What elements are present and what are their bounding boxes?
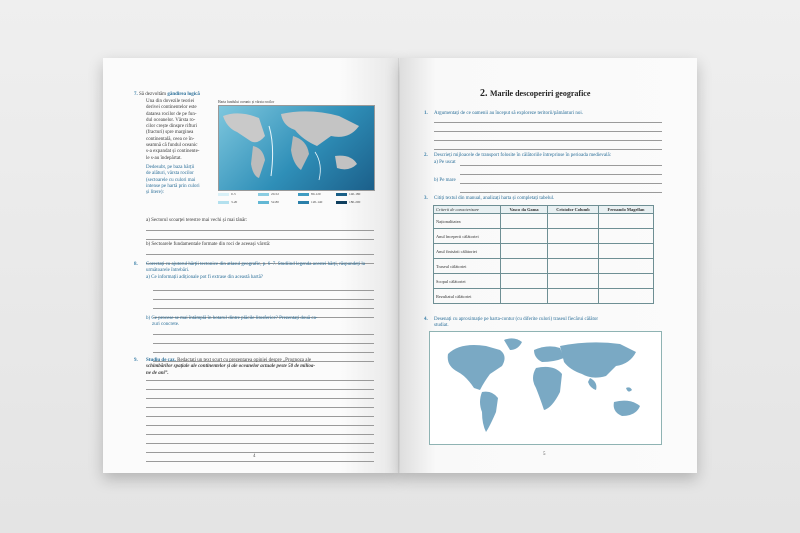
answer-lines[interactable] (460, 175, 662, 193)
page-title: 2. Marile descoperiri geografice (480, 88, 591, 99)
q7-heading-bold: gândirea logică (167, 92, 200, 97)
table-row: Traseul călătoriei (434, 259, 654, 274)
legend-swatch (298, 201, 309, 204)
question-number: 9. (134, 358, 138, 363)
table-header-row (434, 206, 654, 214)
legend-swatch (336, 193, 347, 196)
answer-lines[interactable] (146, 372, 374, 462)
question-number: 3. (424, 196, 428, 201)
q3-text: Citiți textul din manual, analizați harta și completați tabelul. (434, 196, 555, 201)
question-number: 4. (424, 317, 428, 322)
explorers-table (433, 205, 654, 304)
page-number: 4 (253, 454, 256, 459)
map-legend: 0-3 3-20 20-52 52-80 80-120 120-140 140-180 180-200 (218, 191, 373, 207)
answer-lines[interactable] (434, 114, 662, 150)
answer-lines[interactable] (146, 222, 374, 240)
world-map-drawing (430, 332, 661, 444)
table-row: Anul finisării călătoriei (434, 244, 654, 259)
table-header: Criterii de caracterizare (434, 206, 501, 214)
q9-text: Studiu de caz. Redactați un text scurt cu prezentarea opiniei despre „Prognoza ale schimbărilor spațiale ale continentelor și ale oceanelor actuale peste 50 de milioa- ne de ani”. (146, 358, 316, 376)
ocean-floor-map-drawing (219, 106, 374, 190)
q2-a: a) Pe uscat (434, 160, 456, 165)
table-header: Fernando Magellan (599, 206, 654, 214)
legend-swatch (218, 193, 229, 196)
right-page (400, 58, 697, 473)
question-number: 1. (424, 111, 428, 116)
q2-text: Descrieți mijloacele de transport folosite în călătoriile întreprinse în perioada medievală: (434, 153, 612, 158)
left-page (103, 58, 400, 473)
q7-heading: Să dezvoltăm (139, 92, 168, 97)
legend-swatch (336, 201, 347, 204)
table-header: Cristofor Columb (548, 206, 599, 214)
q1-text: Argumentați de ce oamenii au început să exploreze teritorii/pământuri noi. (434, 111, 584, 116)
q4-text: Desenați cu aproximație pe harta-contur (cu diferite culori) traseul fiecărui călător studiat. (434, 317, 599, 329)
table-row: Rezultatul călătoriei (434, 289, 654, 304)
map-caption: Harta fundului oceanic și vârsta rocilor (218, 100, 275, 104)
ocean-floor-map (218, 105, 375, 191)
question-number: 8. (134, 262, 138, 267)
page-number: 5 (543, 452, 546, 457)
q7-a: a) Sectorul scoarței terestre mai vechi și mai tânăr: (146, 218, 248, 223)
answer-lines[interactable] (460, 157, 662, 175)
table-row: Naționalitatea (434, 214, 654, 229)
legend-swatch (258, 193, 269, 196)
legend-swatch (218, 201, 229, 204)
answer-lines[interactable] (153, 282, 374, 318)
contour-world-map[interactable] (429, 331, 662, 445)
answer-lines[interactable] (153, 326, 374, 362)
q7-b: b) Sectoarele fundamentale formate din roci de aceeași vârstă: (146, 242, 271, 247)
q2-b: b) Pe mare (434, 178, 456, 183)
legend-swatch (258, 201, 269, 204)
q8-b: b) Ce procese se mai întâmplă în hotarul dintre plăcile litosferice? Prezentați două ca- zuri concrete. (146, 316, 318, 328)
question-number: 2. (424, 153, 428, 158)
legend-swatch (298, 193, 309, 196)
q8-text: Corectați cu ajutorul hărții tectonice din atlasul geografic, p. 6–7. Studiind legenda acestei hărți, răspundeți la următoarele întrebări. a) Ce informații adiționale pot fi extrase din această hartă? (146, 262, 365, 280)
q7-para2: Dedesubt, pe baza hărții de alături, vârsta rocilor (sectoarele cu culori mai intense pe hartă prin culori și litere): (146, 165, 200, 196)
table-header: Vasco da Gama (501, 206, 548, 214)
question-number: 7. (134, 92, 138, 97)
table-row: Anul începerii călătoriei (434, 229, 654, 244)
table-row: Scopul călătoriei (434, 274, 654, 289)
q7-para1: Una din dovezile teoriei derivei continentelor este datarea rocilor de pe fun- dul oceanelor. Vârsta ro- cilor crește dinspre rifturi (fracturi) spre marginea continentală, ceea ce în- seamnă că fundul oceanic s-a expandat și continente- le s-au îndepărtat. (146, 99, 200, 161)
